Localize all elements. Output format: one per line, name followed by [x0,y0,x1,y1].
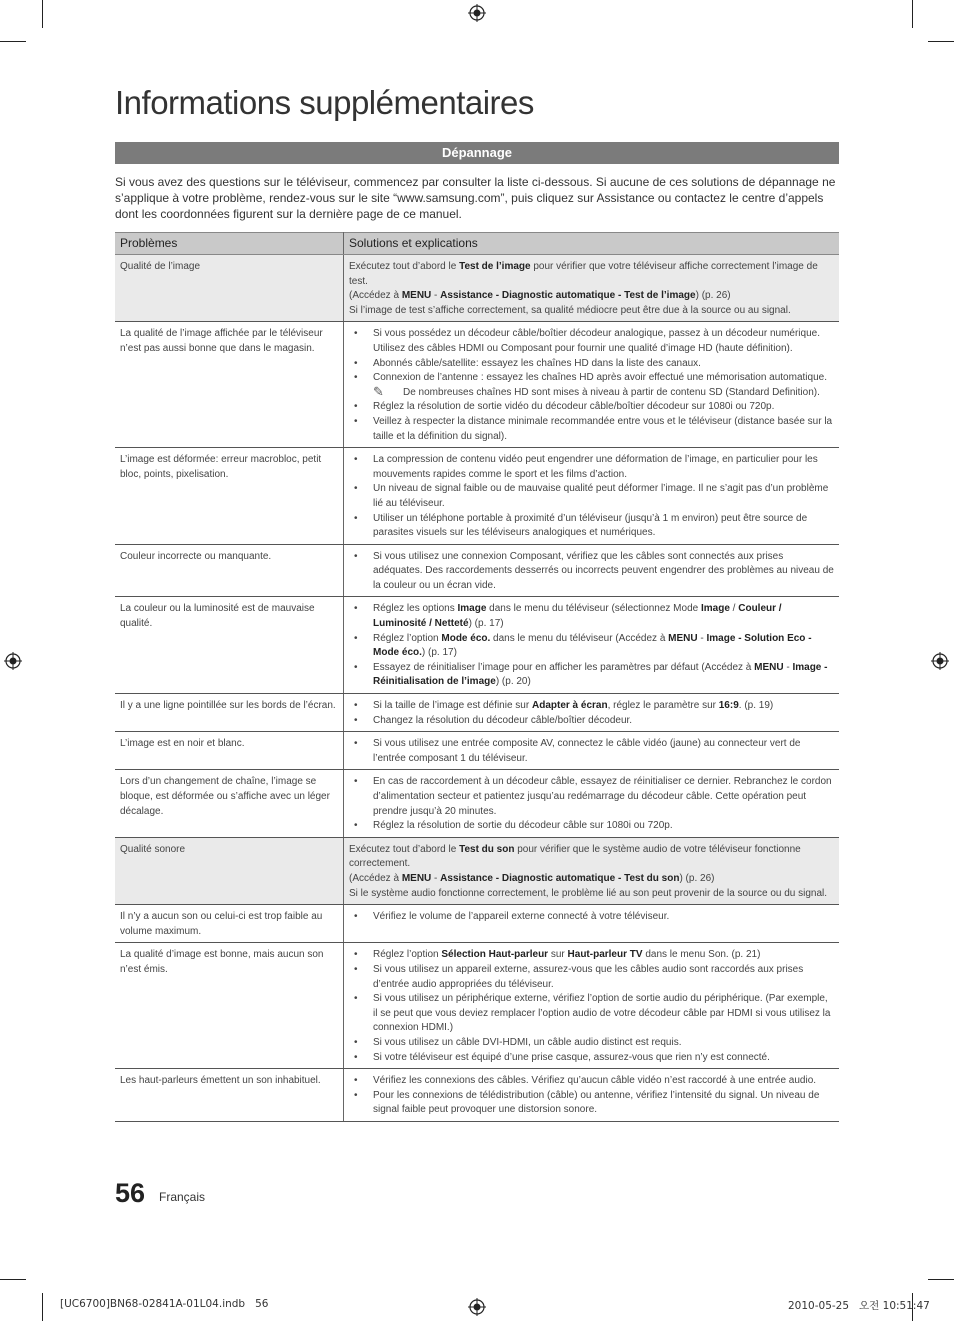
table-row [115,448,839,545]
list-item [349,1051,834,1066]
problem-cell: Qualité de l’image [115,255,344,322]
list-item [349,453,834,482]
solution-cell [344,943,840,1069]
text-segment: sur [548,949,568,961]
bold-text: Sélection Haut-parleur [441,949,549,961]
text-segment: / [729,603,739,615]
registration-mark-icon [931,652,949,670]
problem-cell: L’image est en noir et blanc. [115,732,344,770]
bold-text: Image - Réinitialisation de l’image [373,661,828,688]
problem-cell: La qualité d’image est bonne, mais aucun son n’est émis. [115,943,344,1069]
text-segment: Réglez la résolution de sortie vidéo du décodeur câble/boîtier décodeur sur 1080i ou 720p. [373,401,775,413]
list-item [349,371,834,386]
page-number: 56 [115,1178,146,1208]
solution-cell [344,770,840,837]
crop-mark [0,41,26,42]
text-segment: Si l’image de test s’affiche correctement, sa qualité médiocre peut être due à la source ou au signal. [349,304,791,316]
text-segment: Réglez la résolution de sortie du décodeur câble sur 1080i ou 720p. [373,820,673,832]
column-header-problems: Problèmes [115,233,344,255]
table-row [115,732,839,770]
list-item [349,948,834,963]
list-item [349,737,834,766]
solution-line [349,872,834,887]
problem-cell: L’image est déformée: erreur macrobloc, petit bloc, points, pixelisation. [115,448,344,545]
solution-list [349,775,834,833]
solution-list [349,737,834,766]
list-item [349,699,834,714]
solution-list [349,602,834,690]
solution-list [349,910,834,925]
text-segment: Vérifiez les connexions des câbles. Vérifiez qu’aucun câble vidéo n’est raccordé à une entrée audio. [373,1075,817,1087]
list-item [349,910,834,925]
list-item [349,1036,834,1051]
list-item [349,819,834,834]
solution-list [349,1074,834,1118]
text-segment: Exécutez tout d’abord le [349,261,460,272]
table-body [115,255,839,1122]
intro-paragraph: Si vous avez des questions sur le téléviseur, commencez par consulter la liste ci-dessous. Si aucune de ces solutions de dépannage ne s’applique à votre problème, rendez-vous sur le site “www.samsung.com”, puis cliquez sur Assistance ou contactez le centre d’appels dont les coordonnées figurent sur la dernière page de ce manuel. [115,175,836,221]
solution-line [349,304,834,319]
text-segment: Abonnés câble/satellite: essayez les chaînes HD dans la liste des canaux. [373,357,701,369]
list-item [349,357,834,372]
table-row [115,837,839,904]
solution-cell [344,322,840,448]
solution-cell [344,448,840,545]
text-segment: Si vous utilisez un appareil externe, assurez-vous que les câbles audio sont raccordés aux prises d’entrée audio appropriées du téléviseur. [373,963,804,990]
solution-cell [344,255,840,322]
text-segment: Essayez de réinitialiser l’image pour en afficher les paramètres par défaut (Accédez à [373,661,755,673]
solution-cell [344,732,840,770]
section-heading: Dépannage [115,142,839,164]
list-item [349,775,834,819]
text-segment: dans le menu du téléviseur (Accédez à [490,632,669,644]
text-segment: Changez la résolution du décodeur câble/boîtier décodeur. [373,714,633,726]
bold-text: Test de l’image [459,261,531,272]
table-row [115,905,839,943]
problem-cell: Couleur incorrecte ou manquante. [115,544,344,597]
list-item [349,400,834,415]
list-item [349,482,834,511]
page-title: Informations supplémentaires [115,84,534,121]
bold-text: MENU [754,661,784,673]
text-segment: - [431,290,441,302]
table-row [115,943,839,1069]
text-segment: La compression de contenu vidéo peut engendrer une déformation de l’image, en particulier pour les mouvements rapides comme le sport et les films d’action. [373,454,818,480]
table-row [115,544,839,597]
bold-text: Image [457,603,487,615]
solution-list [349,948,834,1065]
list-item [349,1089,834,1118]
table-row [115,694,839,732]
problem-cell: Les haut-parleurs émettent un son inhabituel. [115,1069,344,1122]
list-item [349,327,834,356]
table-row [115,1069,839,1122]
bold-text: Mode éco. [441,632,491,644]
text-segment: Si vous possédez un décodeur câble/boîtier décodeur analogique, passez à un décodeur numérique. Utilisez des câbles HDMI ou Composant pour fournir une qualité d’image HD (haute définition). [373,328,820,354]
problem-cell: La qualité de l’image affichée par le téléviseur n’est pas aussi bonne que dans le magasin. [115,322,344,448]
solution-list [349,699,834,728]
list-item [349,632,834,661]
list-item [349,550,834,594]
language-label: Français [159,1190,206,1204]
troubleshooting-table [115,232,839,1122]
solution-cell [344,597,840,694]
text-segment: Réglez les options [373,603,458,615]
bold-text: Image [700,603,730,615]
list-item [349,415,834,444]
solution-list [349,550,834,594]
solution-list [349,453,834,541]
text-segment: Connexion de l’antenne : essayez les chaînes HD après avoir effectué une mémorisation automatique. [373,372,827,384]
list-item [349,1074,834,1089]
crop-mark [0,1279,26,1280]
table-row [115,597,839,694]
text-segment: (Accédez à [349,872,402,884]
bold-text: Test du son [459,843,515,855]
text-segment: ) (p. 17) [468,618,504,630]
note-pencil-icon: ✎ [373,383,384,399]
text-segment: Réglez l’option [373,949,442,961]
solution-cell [344,1069,840,1122]
footer-timestamp: 2010-05-25 오전 10:51:47 [788,1300,930,1312]
text-segment: Si votre téléviseur est équipé d’une prise casque, assurez-vous que rien n’y est connecté. [373,1051,770,1063]
list-item [349,963,834,992]
registration-mark-icon [468,1298,486,1316]
problem-cell: Il y a une ligne pointillée sur les bords de l’écran. [115,694,344,732]
text-segment: ) (p. 26) [679,872,715,884]
bold-text: Haut-parleur TV [567,949,643,961]
table-row [115,255,839,322]
text-segment: Si vous utilisez un câble DVI-HDMI, un câble audio distinct est requis. [373,1036,682,1048]
note-text: De nombreuses chaînes HD sont mises à niveau à partir de contenu SD (Standard Definition). [403,386,820,398]
list-item [349,714,834,729]
text-segment: . (p. 19) [738,700,774,712]
column-header-solutions: Solutions et explications [344,233,840,255]
bold-text: Assistance - Diagnostic automatique - Test de l’image [440,290,696,302]
table-row [115,770,839,837]
problem-cell: La couleur ou la luminosité est de mauvaise qualité. [115,597,344,694]
text-segment: ) (p. 26) [695,290,731,302]
crop-mark [42,1293,43,1321]
bold-text: MENU [401,290,432,302]
text-segment: Pour les connexions de télédistribution (câble) ou antenne, vérifiez l’intensité du signal. Un niveau de signal faible peut provoquer une distorsion sonore. [373,1089,820,1116]
text-segment: Exécutez tout d’abord le [349,843,460,855]
text-segment: Veillez à respecter la distance minimale recommandée entre vous et le téléviseur (distance basée sur la taille et la définition du signal). [373,415,833,442]
text-segment: Si vous utilisez une entrée composite AV, connectez le câble vidéo (jaune) au connecteur vert de l’entrée composant 1 du téléviseur. [373,738,801,764]
text-segment: Si vous utilisez un périphérique externe, vérifiez l’option de sortie audio du périphérique. (Par exemple, il se peut que vous deviez remplacer l’option audio de votre décodeur câble par HDMI si vous utilisez la connexion HDMI.) [373,993,831,1034]
text-segment: ) (p. 17) [421,647,457,659]
problem-cell: Qualité sonore [115,837,344,904]
text-segment: dans le menu Son. (p. 21) [642,949,761,961]
text-segment: pour vérifier que votre téléviseur affiche correctement l’image de test. [349,261,818,287]
text-segment: dans le menu du téléviseur (sélectionnez Mode [486,603,701,615]
bold-text: 16:9 [718,700,739,712]
solution-line [349,289,834,304]
solution-cell [344,544,840,597]
bold-text: MENU [668,632,698,644]
crop-mark [42,0,43,28]
text-segment: Utiliser un téléphone portable à proximité d’un téléviseur (jusqu’à 1 m environ) peut être source de parasites visuels sur les téléviseurs analogiques et numériques. [373,512,808,539]
table-header-row [115,233,839,255]
text-segment: Si la taille de l’image est définie sur [373,700,532,712]
text-segment: Si vous utilisez une connexion Composant, vérifiez que les câbles sont connectés aux prises adéquates. Des raccordements desserrés ou incorrects peuvent engendrer des problèmes au niveau de la couleur ou un écran vide. [373,550,834,591]
list-item [349,992,834,1036]
bold-text: Assistance - Diagnostic automatique - Test du son [440,872,680,884]
solution-line [349,887,834,902]
solution-line [349,260,834,289]
text-segment: pour vérifier que le système audio de votre téléviseur fonctionne correctement. [349,843,801,870]
crop-mark [912,0,913,28]
bold-text: Image - Solution Eco - Mode éco. [373,632,812,659]
list-item [349,512,834,541]
solution-cell [344,837,840,904]
text-segment: - [431,872,441,884]
list-item [349,661,834,690]
text-segment: , réglez le paramètre sur [607,700,719,712]
note [349,383,834,401]
text-segment: Réglez l’option [373,632,442,644]
text-segment: ) (p. 20) [495,676,531,688]
solution-line [349,843,834,872]
solution-cell [344,694,840,732]
solution-list [349,327,834,444]
footer-file-info: [UC6700]BN68-02841A-01L04.indb 56 [60,1298,269,1310]
text-segment: En cas de raccordement à un décodeur câble, essayez de réinitialiser ce dernier. Rebranchez le cordon d’alimentation secteur et patientez jusqu’au redémarrage du décodeur câble. Cette opération peut prendre jusqu’à 20 minutes. [373,776,832,817]
crop-mark [928,41,954,42]
table-row [115,322,839,448]
registration-mark-icon [468,4,486,22]
text-segment: Vérifiez le volume de l’appareil externe connecté à votre téléviseur. [373,911,670,923]
crop-mark [928,1279,954,1280]
solution-cell [344,905,840,943]
text-segment: - [783,661,793,673]
problem-cell: Lors d’un changement de chaîne, l’image se bloque, est déformée ou s’affiche avec un léger décalage. [115,770,344,837]
bold-text: Adapter à écran [531,700,608,712]
text-segment: (Accédez à [349,290,402,302]
registration-mark-icon [4,652,22,670]
text-segment: Un niveau de signal faible ou de mauvaise qualité peut déformer l’image. Il ne s’agit pas d’un problème lié au téléviseur. [373,483,829,509]
text-segment: Si le système audio fonctionne correctement, le problème lié au son peut provenir de la source ou du signal. [349,887,828,899]
problem-cell: Il n’y a aucun son ou celui-ci est trop faible au volume maximum. [115,905,344,943]
bold-text: MENU [401,872,432,884]
bold-text: Couleur / Luminosité / Netteté [373,603,782,630]
text-segment: - [697,632,707,644]
list-item [349,602,834,631]
